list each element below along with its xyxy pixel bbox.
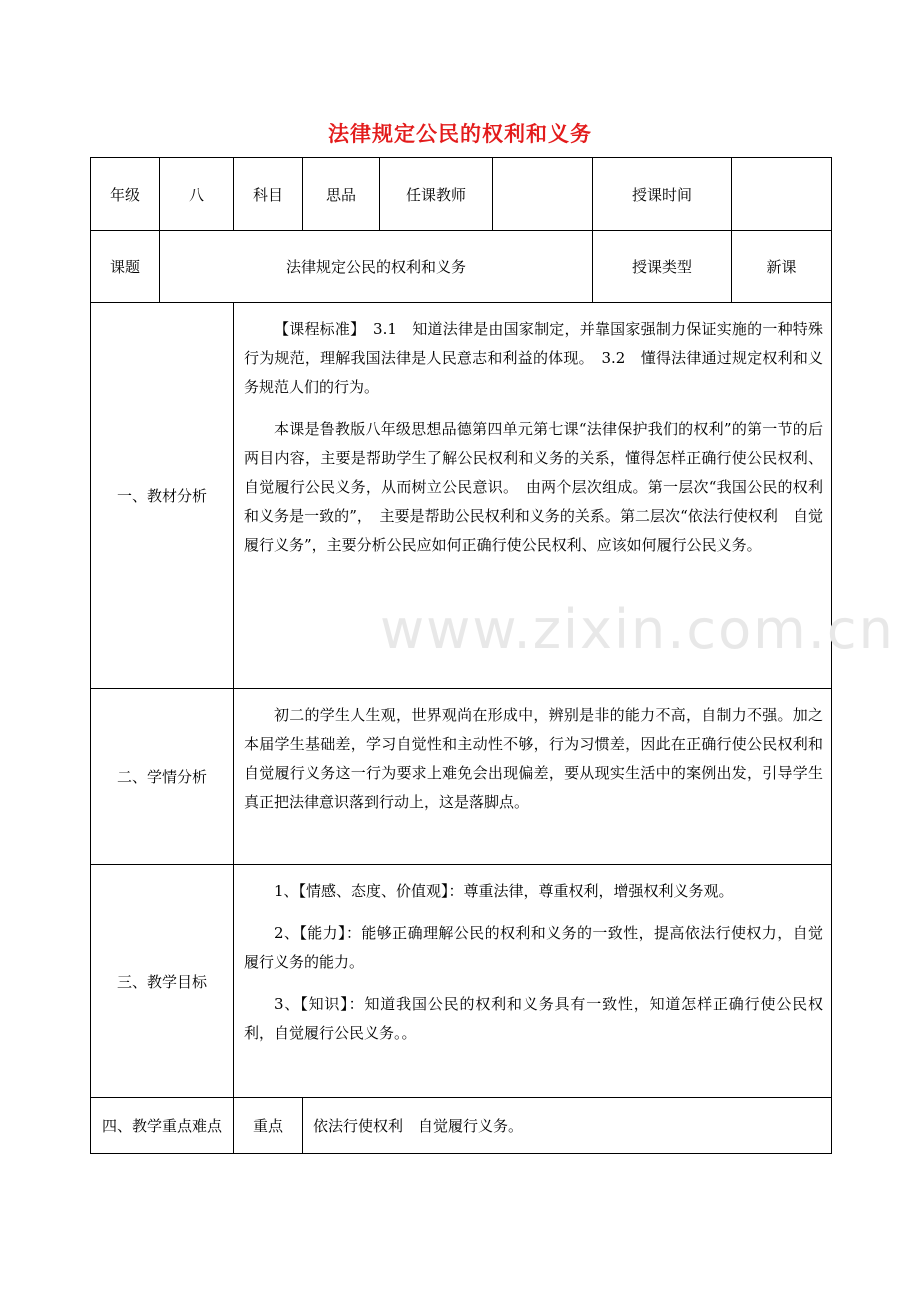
time-label: 授课时间	[593, 158, 732, 231]
teacher-value	[493, 158, 593, 231]
type-label: 授课类型	[593, 231, 732, 303]
type-value: 新课	[732, 231, 832, 303]
goal-knowledge: 3、【知识】：知道我国公民的权利和义务具有一致性，知道怎样正确行使公民权利，自觉履行公民义务。。	[244, 995, 824, 1042]
watermark-text: www.zixin.com.cn	[380, 598, 895, 661]
material-analysis-label: 一、教材分析	[91, 303, 234, 689]
teaching-goals-content	[234, 865, 832, 1098]
material-analysis-row	[91, 303, 832, 689]
info-row	[91, 158, 832, 231]
goal-emotion: 1、【情感、态度、价值观】：尊重法律，尊重权利，增强权利义务观。	[274, 882, 734, 900]
student-analysis-paragraph: 初二的学生人生观，世界观尚在形成中，辨别是非的能力不高，自制力不强。加之本届学生基础差，学习自觉性和主动性不够，行为习惯差，因此在正确行使公民权利和自觉履行义务这一行为要求上难免会出现偏差，要从现实生活中的案例出发，引导学生真正把法律意识落到行动上，这是落脚点。	[244, 706, 824, 811]
lesson-plan-table	[90, 157, 832, 1154]
teaching-goals-row	[91, 865, 832, 1098]
grade-label: 年级	[91, 158, 160, 231]
grade-value: 八	[160, 158, 234, 231]
subject-value: 思品	[303, 158, 380, 231]
keypoints-value: 依法行使权利 自觉履行义务。	[303, 1098, 832, 1154]
time-value	[732, 158, 832, 231]
curriculum-standard-paragraph: 【课程标准】 3.1 知道法律是由国家制定，并靠国家强制力保证实施的一种特殊行为规范，理解我国法律是人民意志和利益的体现。 3.2 懂得法律通过规定权利和义务规范人们的行为。	[244, 320, 824, 396]
teacher-label: 任课教师	[380, 158, 493, 231]
keypoints-sub-label: 重点	[234, 1098, 303, 1154]
topic-value: 法律规定公民的权利和义务	[160, 231, 593, 303]
textbook-description-paragraph: 本课是鲁教版八年级思想品德第四单元第七课“法律保护我们的权利”的第一节的后两目内容，主要是帮助学生了解公民权利和义务的关系，懂得怎样正确行使公民权利、自觉履行公民义务，从而树立公民意识。 由两个层次组成。第一层次“我国公民的权利和义务是一致的”， 主要是帮助公民权利和义务的关系。第二层次“依法行使权利 自觉履行义务”，主要分析公民应如何正确行使公民权利、应该如何履行公民义务。	[244, 420, 824, 554]
goal-ability: 2、【能力】：能够正确理解公民的权利和义务的一致性，提高依法行使权力，自觉履行义务的能力。	[244, 924, 824, 971]
topic-label: 课题	[91, 231, 160, 303]
subject-label: 科目	[234, 158, 303, 231]
page-title: 法律规定公民的权利和义务	[328, 122, 592, 146]
keypoints-row	[91, 1098, 832, 1154]
material-analysis-content	[234, 303, 832, 689]
student-analysis-row	[91, 689, 832, 865]
keypoints-label: 四、教学重点难点	[91, 1098, 234, 1154]
student-analysis-content	[234, 689, 832, 865]
student-analysis-label: 二、学情分析	[91, 689, 234, 865]
teaching-goals-label: 三、教学目标	[91, 865, 234, 1098]
topic-row	[91, 231, 832, 303]
